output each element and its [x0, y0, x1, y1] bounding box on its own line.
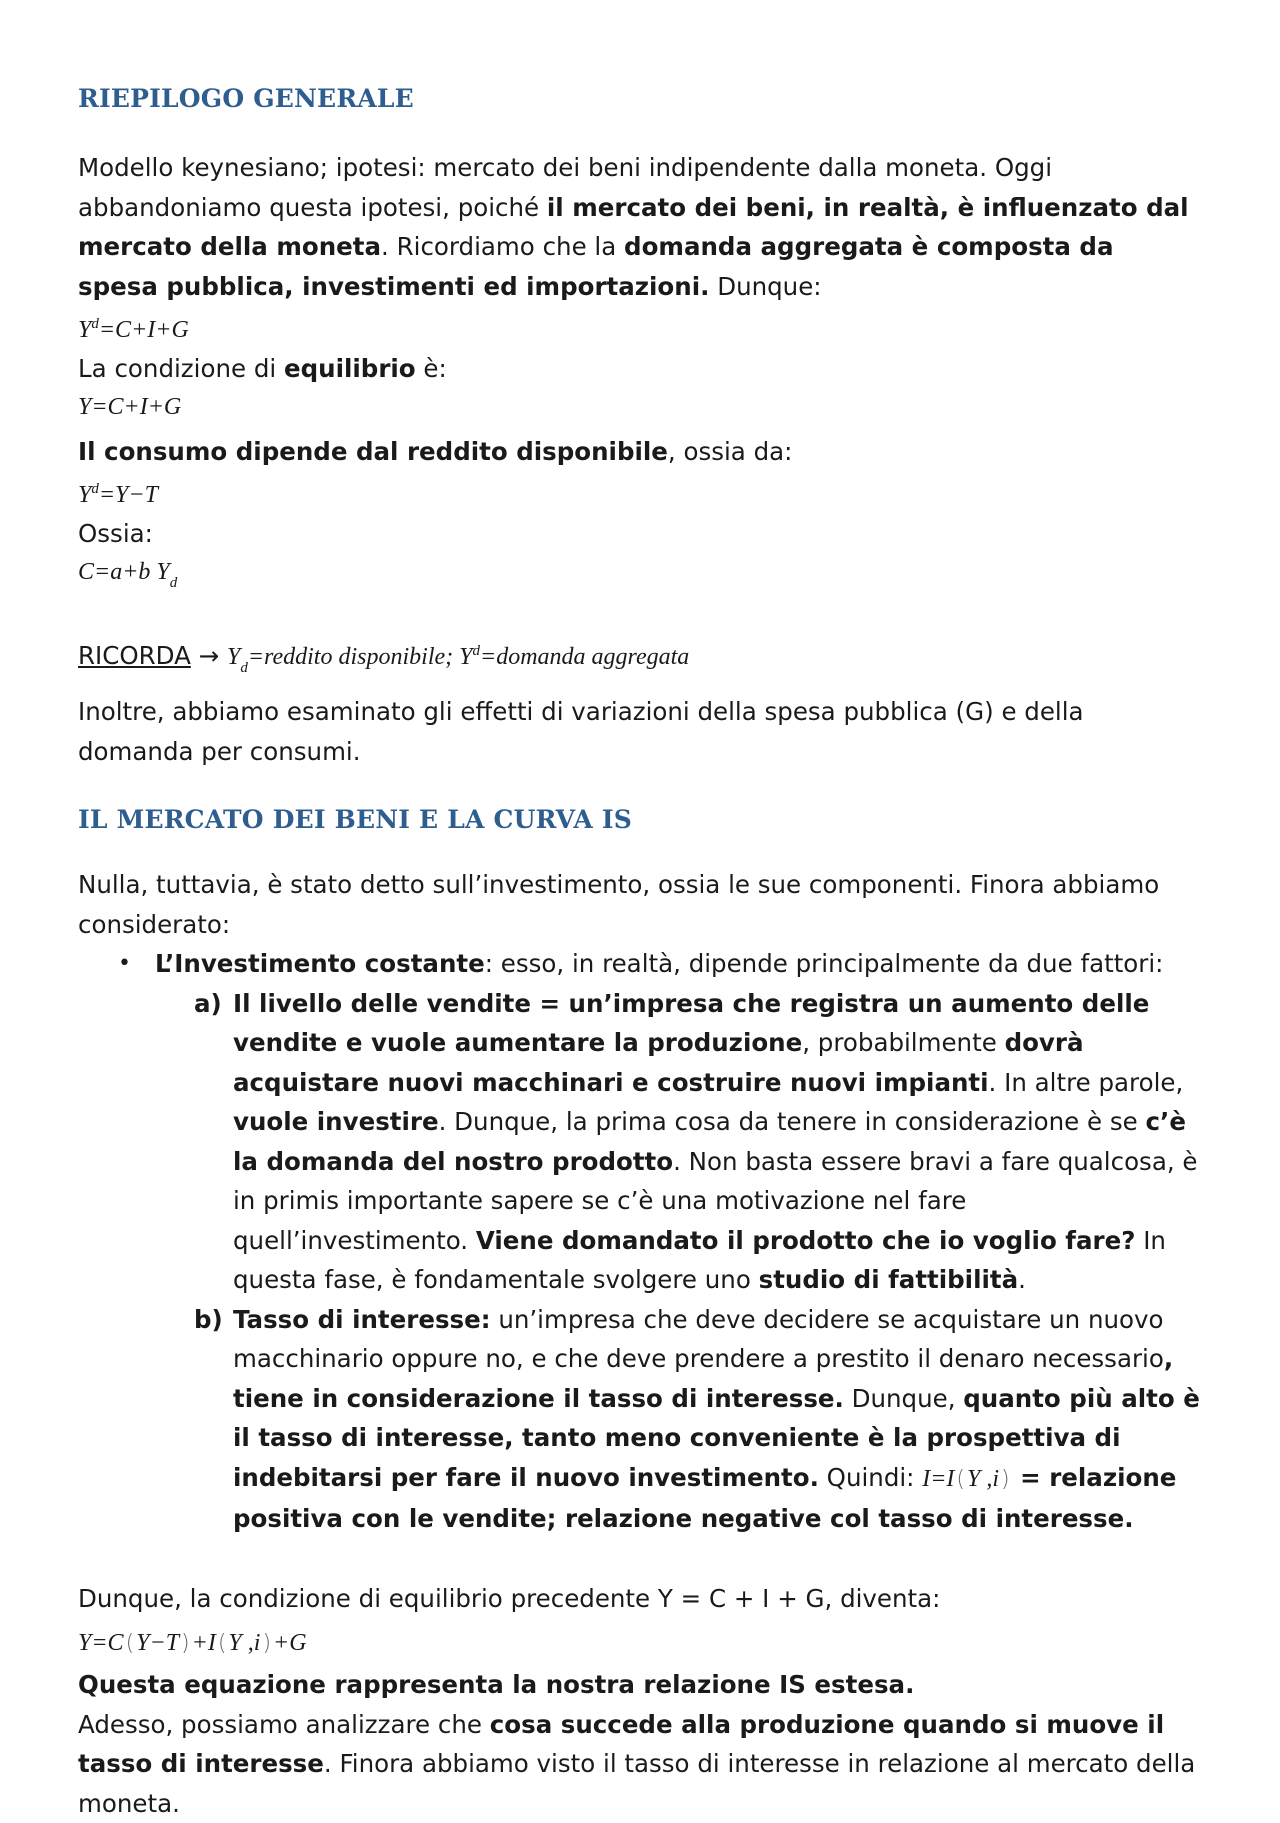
list-item-b: b) Tasso di interesse: un’impresa che deve decidere se acquistare un nuovo macchinario oppure no, e che deve prendere a prestito il denaro necessario, tiene in considerazione il tasso di interesse. Dunque, quanto più alto è il tasso di interesse, tanto meno conveniente è la prospettiva di indebitarsi per fare il nuovo investimento. Quindi: I=I(Y ,i) = relazione positiva con le vendite; relazione negative col tasso di interesse. — [78, 1300, 1202, 1539]
section-heading-mercato-beni: IL MERCATO DEI BENI E LA CURVA IS — [78, 805, 1202, 841]
bullet-item-investimento: • L’Investimento costante: esso, in realtà, dipende principalmente da due fattori: — [78, 944, 1202, 984]
list-item-a: a) Il livello delle vendite = un’impresa che registra un aumento delle vendite e vuole aumentare la produzione, probabilmente dovrà acquistare nuovi macchinari e costruire nuovi impianti. In altre parole, vuole investire. Dunque, la prima cosa da tenere in considerazione è se c’è la domanda del nostro prodotto. Non basta essere bravi a fare qualcosa, è in primis importante sapere se c’è una motivazione nel fare quell’investimento. Viene domandato il prodotto che io voglio fare? In questa fase, è fondamentale svolgere uno studio di fattibilità. — [78, 984, 1202, 1300]
paragraph-dunque: Dunque, la condizione di equilibrio precedente Y = C + I + G, diventa: — [78, 1579, 1202, 1619]
paragraph-equilibrium: La condizione di equilibrio è: — [78, 349, 1202, 389]
paragraph-intro: Modello keynesiano; ipotesi: mercato dei beni indipendente dalla moneta. Oggi abbandoniamo questa ipotesi, poiché il mercato dei beni, in realtà, è influenzato dal mercato della moneta. Ricordiamo che la domanda aggregata è composta da spesa pubblica, investimenti ed importazioni. Dunque: — [78, 148, 1202, 306]
arrow-right-icon: → — [199, 641, 220, 670]
paragraph-nulla: Nulla, tuttavia, è stato detto sull’investimento, ossia le sue componenti. Finora abbiamo considerato: — [78, 865, 1202, 944]
paragraph-ossia: Ossia: — [78, 514, 1202, 554]
paragraph-adesso: Adesso, possiamo analizzare che cosa succede alla produzione quando si muove il tasso di interesse. Finora abbiamo visto il tasso di interesse in relazione al mercato della moneta. — [78, 1705, 1202, 1823]
ricorda-note: RICORDA → $Y_d=reddito$ disponibile; $Y^d=domanda$ aggregata — [78, 632, 1202, 689]
section-heading-riepilogo: RIEPILOGO GENERALE — [78, 84, 1202, 120]
paragraph-inoltre: Inoltre, abbiamo esaminato gli effetti di variazioni della spesa pubblica (G) e della domanda per consumi. — [78, 692, 1202, 771]
ricorda-label: RICORDA — [78, 641, 191, 670]
equation-aggregate-demand: $Y^d=C+I+G$ — [78, 306, 1202, 349]
equation-investment: I=I(Y ,i) — [922, 1466, 1011, 1492]
equation-disposable-income: $Y^d=Y-T$ — [78, 471, 1202, 514]
equation-is-relation: Y=C(Y−T)+I(Y ,i)+G — [78, 1622, 1202, 1665]
paragraph-is-estesa: Questa equazione rappresenta la nostra relazione IS estesa. — [78, 1665, 1202, 1705]
bullet-icon: • — [118, 944, 155, 984]
paragraph-consumption: Il consumo dipende dal reddito disponibile, ossia da: — [78, 432, 1202, 472]
equation-consumption: C=a+b $Y_d$ — [78, 554, 1202, 602]
equation-equilibrium: Y=C+I+G — [78, 389, 1202, 426]
